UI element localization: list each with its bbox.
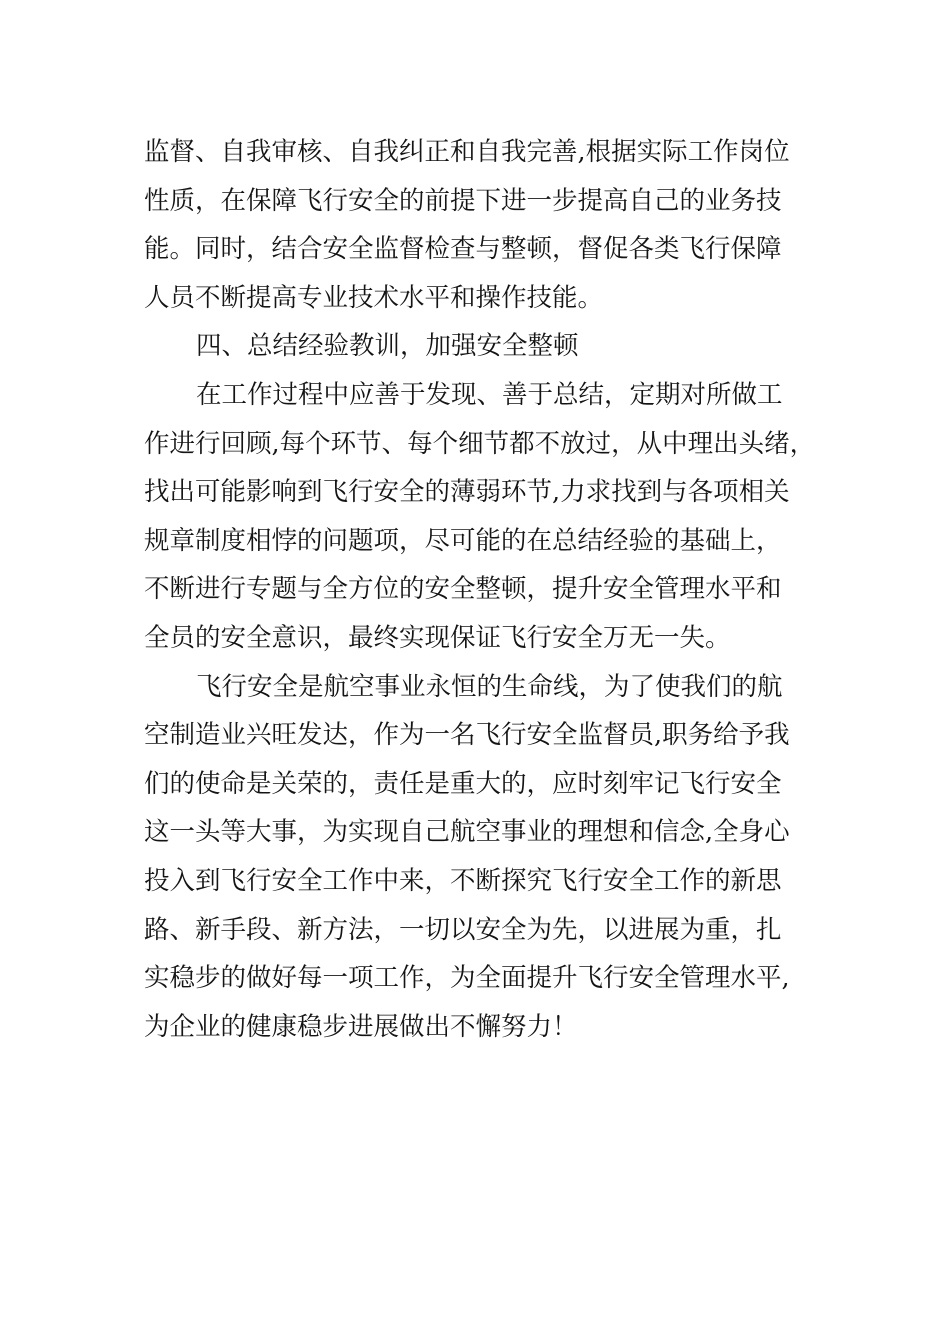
text-line: 能。同时，结合安全监督检查与整顿，督促各类飞行保障 <box>144 234 782 265</box>
text-line: 们的使命是关荣的，责任是重大的，应时刻牢记飞行安全 <box>144 768 782 799</box>
text-line: 四、总结经验教训，加强安全整顿 <box>196 331 579 362</box>
text-line: 路、新手段、新方法，一切以安全为先，以进展为重，扎 <box>144 914 782 945</box>
text-line: 空制造业兴旺发达，作为一名飞行安全监督员,职务给予我 <box>144 720 790 751</box>
text-line: 在工作过程中应善于发现、善于总结，定期对所做工 <box>196 379 783 410</box>
text-line: 飞行安全是航空事业永恒的生命线，为了使我们的航 <box>196 671 783 702</box>
text-line: 实稳步的做好每一项工作，为全面提升飞行安全管理水平, <box>144 963 790 994</box>
text-line: 不断进行专题与全方位的安全整顿，提升安全管理水平和 <box>144 574 782 605</box>
text-line: 人员不断提高专业技术水平和操作技能。 <box>144 282 604 313</box>
text-line: 性质，在保障飞行安全的前提下进一步提高自己的业务技 <box>144 185 782 216</box>
text-line: 为企业的健康稳步进展做出不懈努力！ <box>144 1011 578 1042</box>
text-line: 这一头等大事，为实现自己航空事业的理想和信念,全身心 <box>144 817 790 848</box>
document-body <box>144 128 824 1051</box>
text-line: 投入到飞行安全工作中来，不断探究飞行安全工作的新思 <box>144 865 782 896</box>
text-line: 作进行回顾,每个环节、每个细节都不放过，从中理出头绪， <box>144 428 816 459</box>
text-line: 找出可能影响到飞行安全的薄弱环节,力求找到与各项相关 <box>144 477 790 508</box>
text-line: 监督、自我审核、自我纠正和自我完善,根据实际工作岗位 <box>144 137 790 167</box>
text-line: 规章制度相悖的问题项，尽可能的在总结经验的基础上， <box>144 525 782 556</box>
text-line: 全员的安全意识，最终实现保证飞行安全万无一失。 <box>144 622 731 653</box>
